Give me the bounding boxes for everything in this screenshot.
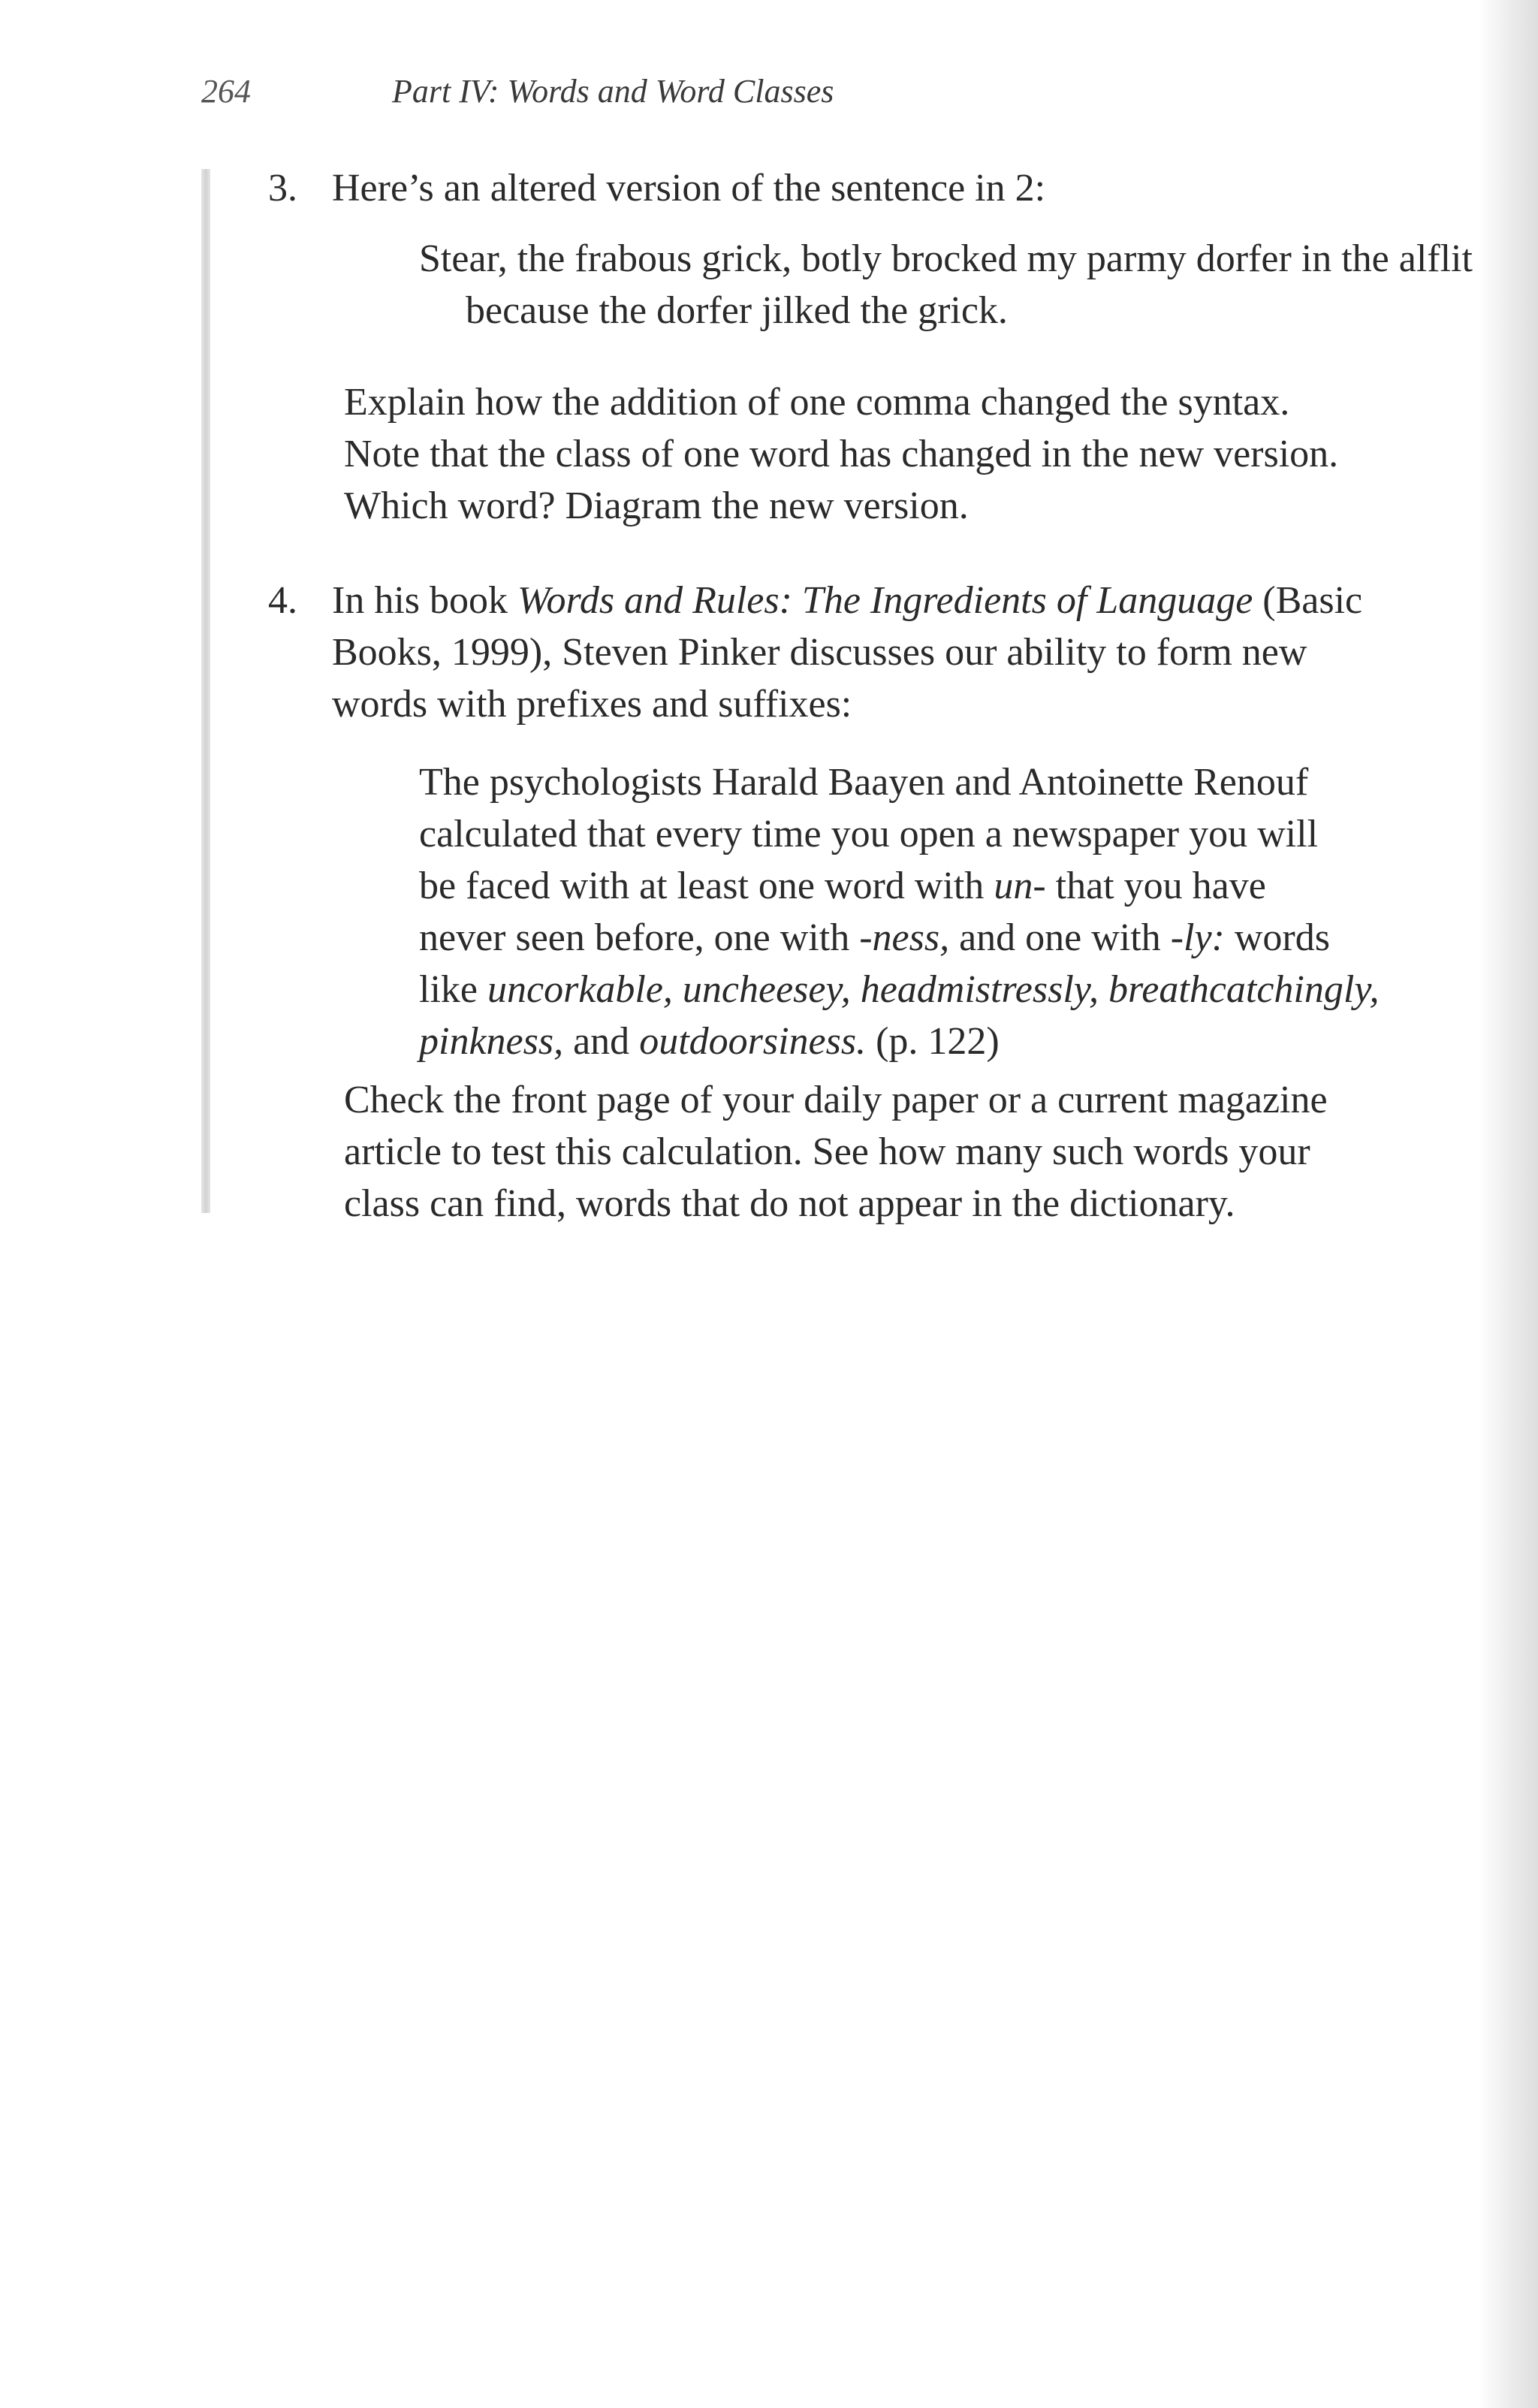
quote-text: that you have — [1045, 865, 1266, 907]
exercise-4-intro-line — [332, 575, 1470, 626]
quote-line — [419, 860, 1485, 912]
quote-line — [419, 1015, 1485, 1067]
page-number: 264 — [201, 73, 251, 110]
quote-citation: (p. 122) — [866, 1020, 1000, 1063]
quote-line: calculated that every time you open a newspaper you will — [419, 813, 1319, 855]
quote-italic: uncorkable, — [487, 968, 673, 1011]
quote-line — [419, 964, 1485, 1015]
quote-text: like — [419, 968, 487, 1011]
intro-text: In his book — [332, 579, 517, 622]
exercise-3 — [268, 162, 1470, 214]
followup-line: article to test this calculation. See how many such words your — [344, 1130, 1310, 1173]
quote-italic: -ly: — [1170, 916, 1225, 959]
quote-line — [419, 912, 1485, 964]
followup-line: Check the front page of your daily paper or a current magazine — [344, 1079, 1328, 1121]
example-line: the alflit because the dorfer jilked the grick. — [466, 237, 1473, 332]
example-sentence — [419, 233, 1485, 336]
running-title: Part IV: Words and Word Classes — [392, 73, 834, 110]
quote-italic: un- — [994, 865, 1046, 907]
followup-line: class can find, words that do not appear in the dictionary. — [344, 1182, 1235, 1225]
quote-italic: uncheesey, — [682, 968, 851, 1011]
quote-text: and one with — [949, 916, 1171, 959]
exercise-number: 4. — [268, 579, 297, 622]
quote-line: The psychologists Harald Baayen and Antoinette Renouf — [419, 761, 1309, 804]
block-quote — [419, 756, 1485, 1067]
exercise-4-intro-line: Books, 1999), Steven Pinker discusses our ability to form new — [332, 631, 1307, 674]
quote-italic: pinkness, — [419, 1020, 564, 1063]
intro-text: (Basic — [1253, 579, 1363, 622]
example-line: Stear, the frabous grick, botly brocked my parmy dorfer in — [419, 237, 1332, 280]
running-head — [201, 72, 834, 110]
exercise-4-followup — [344, 1074, 1515, 1230]
quote-text: and — [563, 1020, 640, 1063]
quote-text: be faced with at least one word with — [419, 865, 994, 907]
instruction-line: Explain how the addition of one comma changed the syntax. — [344, 381, 1290, 424]
quote-italic: headmistressly, — [860, 968, 1099, 1011]
instruction-line: Which word? Diagram the new version. — [344, 484, 969, 527]
exercise-4 — [268, 575, 1470, 730]
exercise-number: 3. — [268, 167, 297, 210]
book-title: Words and Rules: The Ingredients of Language — [517, 579, 1253, 622]
quote-text: never seen before, one with — [419, 916, 860, 959]
quote-italic: outdoorsiness. — [639, 1020, 867, 1063]
instruction-line: Note that the class of one word has changed in the new version. — [344, 433, 1339, 475]
exercise-3-instruction — [344, 376, 1515, 532]
quote-italic: breathcatchingly, — [1108, 968, 1380, 1011]
quote-text: words — [1224, 916, 1330, 959]
margin-bar — [201, 169, 210, 1213]
quote-italic: -ness, — [859, 916, 950, 959]
exercise-4-intro-line: words with prefixes and suffixes: — [332, 683, 852, 726]
exercise-3-intro: Here’s an altered version of the sentence in 2: — [332, 167, 1046, 210]
